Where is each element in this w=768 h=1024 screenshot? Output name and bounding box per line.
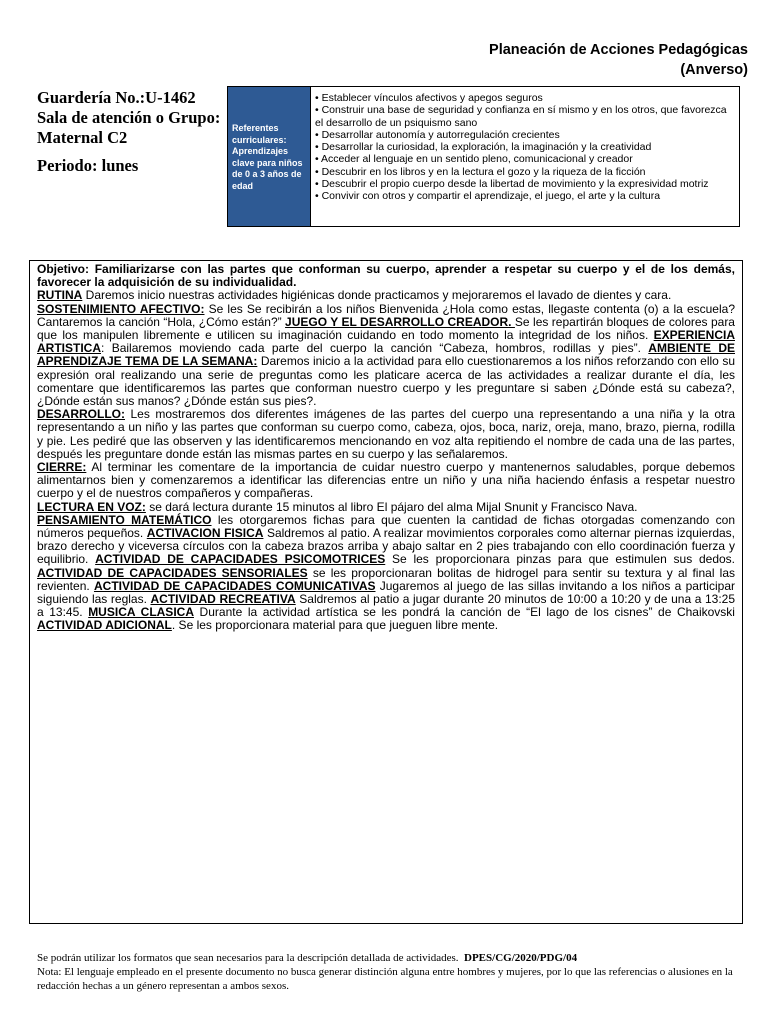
footer bbox=[37, 951, 752, 993]
sostenimiento-heading: SOSTENIMIENTO AFECTIVO: bbox=[37, 301, 205, 316]
periodo-label: Periodo: lunes bbox=[37, 156, 139, 175]
experiencia-text: : Bailaremos moviendo cada parte del cuerpo la canción “Cabeza, hombros, rodillas y pies”. bbox=[101, 341, 649, 356]
objective: Objetivo: Familiarizarse con las partes que conforman su cuerpo, aprender a respetar su cuerpo y el de los demás, favorecer la adquisición de su individualidad. bbox=[37, 262, 735, 290]
reference-item: • Desarrollar autonomía y autorregulación crecientes bbox=[315, 128, 560, 141]
comunicativas-heading: ACTIVIDAD DE CAPACIDADES COMUNICATIVAS bbox=[93, 578, 376, 593]
footer-line bbox=[37, 951, 752, 965]
ambiente-text: Daremos inicio a la actividad para ello cuestionaremos a los niños reforzando con ello su expresión oral realizando una serie de preguntas como les platicare acerca de las actividades a realizar durante el día, les comentare que identificaremos las partes que conforman nuestro cuerpo y les preguntare si saben ¿Dónde está su cabeza?, ¿Dónde están sus manos? ¿Dónde están sus pies?. bbox=[37, 354, 735, 409]
cierre-section bbox=[37, 461, 735, 501]
comunicativas-text: Jugaremos al juego de las sillas invitando a los niños a participar siguiendo las reglas. bbox=[37, 578, 735, 607]
document-title bbox=[489, 40, 748, 80]
curricular-references bbox=[227, 86, 740, 227]
musica-text: Durante la actividad artística se les pondrá la canción de “El lago de los cisnes” de Chaikovski bbox=[193, 605, 735, 620]
reference-item: • Establecer vínculos afectivos y apegos seguros bbox=[315, 92, 543, 104]
rutina-text: Daremos inicio nuestras actividades higiénicas donde practicamos y mejoraremos el lavado de dientes y cara. bbox=[82, 288, 672, 303]
activacion-text: Saldremos al patio. A realizar movimientos corporales como alternar piernas izquierdas, brazo derecho y viceversa círculos con la cabeza brazos arriba y abajo saltar en 2 pies trabajando con ello coordinación fuerza y equilibrio. bbox=[37, 526, 736, 567]
activities-text bbox=[37, 303, 735, 409]
ambiente-heading: AMBIENTE DE APRENDIZAJE TEMA DE LA SEMANA: bbox=[37, 341, 735, 369]
sensoriales-text: se les proporcionaran bolitas de hidrogel para sentir su textura y al final las revienten. bbox=[37, 565, 736, 593]
activity-plan bbox=[29, 260, 743, 924]
recreativa-text: Saldremos al patio a jugar durante 20 minutos de 10:00 a 10:20 y de una a 13:25 a 13:45. bbox=[37, 592, 736, 620]
recreativa-heading: ACTIVIDAD RECREATIVA bbox=[150, 592, 296, 607]
sala-label: Sala de atención o Grupo: Maternal C2 bbox=[37, 108, 221, 147]
pensamiento-heading: PENSAMIENTO MATEMÁTICO bbox=[37, 512, 212, 527]
title-sub: (Anverso) bbox=[680, 62, 748, 78]
rutina-heading: RUTINA bbox=[37, 288, 83, 303]
activacion-heading: ACTIVACION FISICA bbox=[146, 526, 264, 541]
references-label: Referentes curriculares: Aprendizajes clave para niños de 0 a 3 años de edad bbox=[228, 87, 311, 226]
adicional-heading: ACTIVIDAD ADICIONAL bbox=[37, 618, 172, 633]
reference-item: • Acceder al lenguaje en un sentido pleno, comunicacional y creador bbox=[315, 153, 633, 166]
musica-heading: MUSICA CLASICA bbox=[88, 605, 194, 620]
title-main: Planeación de Acciones Pedagógicas bbox=[489, 42, 748, 58]
references-list bbox=[311, 87, 739, 226]
lectura-heading: LECTURA EN VOZ: bbox=[37, 499, 146, 514]
juego-text: Se les repartirán bloques de colores para que los manipulen libremente e utilicen su imaginación cuidando en todo momento la integridad de los niños. bbox=[37, 314, 735, 343]
desarrollo-heading: DESARROLLO: bbox=[37, 407, 125, 422]
cierre-text: Al terminar les comentare de la importancia de cuidar nuestro cuerpo y mantenernos saludables, porque debemos alimentarnos bien y comenzaremos a identificar las diferencias entre un niño y una niña haciendo énfasis a respetar nuestro cuerpo y el de nuestros compañeros y compañeras. bbox=[37, 460, 735, 501]
desarrollo-section bbox=[37, 408, 735, 461]
reference-item: • Convivir con otros y compartir el aprendizaje, el juego, el arte y la cultura bbox=[315, 190, 661, 203]
juego-heading: JUEGO Y EL DESARROLLO CREADOR. bbox=[285, 314, 515, 329]
adicional-text: . Se les proporcionara material para que jueguen libre mente. bbox=[171, 618, 499, 633]
group-info bbox=[37, 88, 227, 176]
document-code: DPES/CG/2020/PDG/04 bbox=[464, 952, 578, 964]
sensoriales-heading: ACTIVIDAD DE CAPACIDADES SENSORIALES bbox=[37, 565, 308, 580]
psicomotrices-heading: ACTIVIDAD DE CAPACIDADES PSICOMOTRICES bbox=[95, 552, 386, 567]
cierre-heading: CIERRE: bbox=[37, 460, 87, 475]
reference-item: • Descubrir el propio cuerpo desde la libertad de movimiento y la expresividad motriz bbox=[315, 178, 709, 191]
sostenimiento-text: Se les Se recibirán a los niños Bienvenida ¿Hola como estas, llegaste contenta (o) a la escuela? Cantaremos la canción “Hola, ¿Cómo están?” bbox=[37, 301, 735, 329]
guarderia-label: Guardería No.:U-1462 bbox=[37, 88, 196, 107]
footer-format-note: Se podrán utilizar los formatos que sean necesarios para la descripción detallada de actividades. bbox=[37, 952, 459, 964]
reference-item: • Construir una base de seguridad y confianza en sí mismo y en los otros, que favorezca el desarrollo de un psiquismo sano bbox=[315, 104, 727, 129]
reference-item: • Desarrollar la curiosidad, la exploración, la imaginación y la creatividad bbox=[315, 141, 652, 154]
reference-item: • Descubrir en los libros y en la lectura el gozo y la riqueza de la ficción bbox=[315, 165, 646, 178]
psicomotrices-text: Se les proporcionara pinzas para que estimulen sus dedos. bbox=[385, 552, 736, 567]
pensamiento-text: les otorgaremos fichas para que cuenten la cantidad de fichas otorgadas comenzando con números pequeños. bbox=[37, 512, 735, 541]
lectura-text: se dará lectura durante 15 minutos al libro El pájaro del alma Mijal Snunit y Francisco Nava. bbox=[145, 499, 638, 514]
experiencia-heading: EXPERIENCIA ARTISTICA bbox=[37, 328, 735, 356]
pensamiento-section bbox=[37, 514, 735, 633]
desarrollo-text: Les mostraremos dos diferentes imágenes de las partes del cuerpo una representando a una niña y la otra representando a un niño y las partes que conforman su cuerpo como, cabeza, ojos, boca, nariz, oreja, mano, brazo, pierna, rodilla y pie. Les pediré que las observen y las identificaremos mencionando en voz alta repitiendo el nombre de cada una de las partes, después les preguntare donde están las mismas partes en su cuerpo y las señalaremos. bbox=[37, 407, 735, 461]
footer-note: Nota: El lenguaje empleado en el presente documento no busca generar distinción alguna entre hombres y mujeres, por lo que las referencias o alusiones en la redacción hechas a un género representan a ambos sexos. bbox=[37, 966, 733, 992]
